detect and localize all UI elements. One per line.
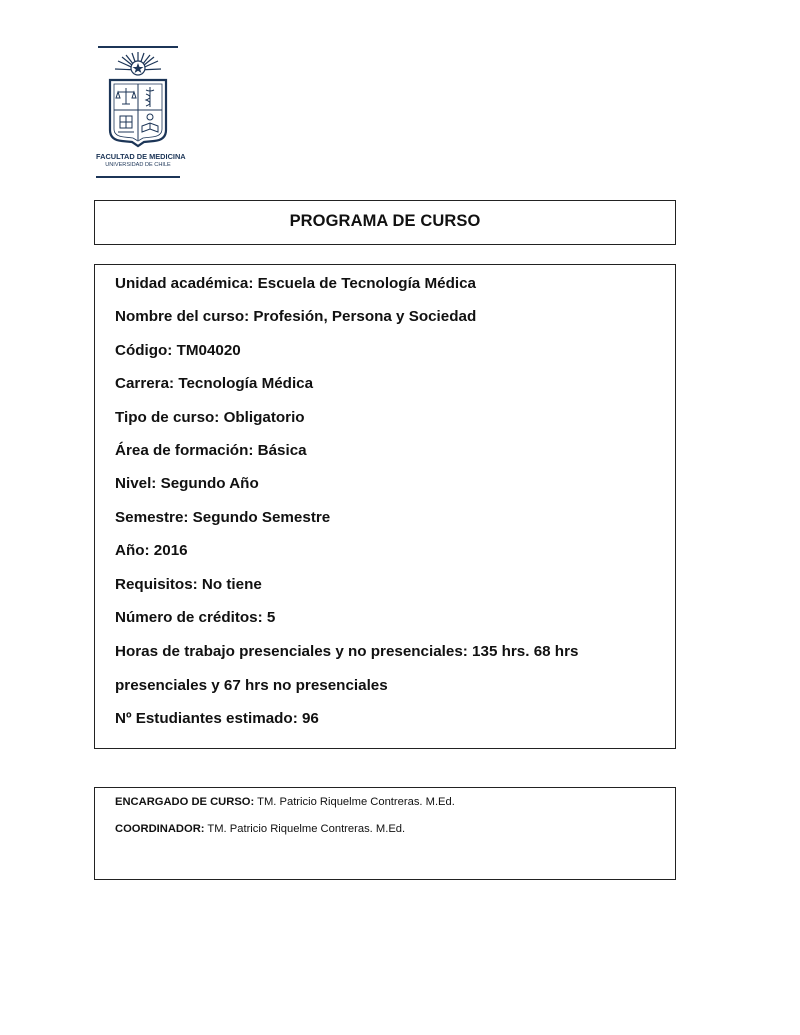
- info-hours-continued: presenciales y 67 hrs no presenciales: [115, 677, 388, 694]
- encargado-value: TM. Patricio Riquelme Contreras. M.Ed.: [254, 796, 455, 808]
- staff-coordinador: [115, 823, 405, 835]
- info-academic-unit: Unidad académica: Escuela de Tecnología Médica: [115, 275, 476, 292]
- title-box: [94, 200, 676, 245]
- info-semester: Semestre: Segundo Semestre: [115, 509, 331, 526]
- info-requirements: Requisitos: No tiene: [115, 576, 262, 593]
- course-info-box: [94, 264, 676, 749]
- coordinador-value: TM. Patricio Riquelme Contreras. M.Ed.: [204, 823, 406, 835]
- course-staff-box: [94, 787, 676, 880]
- university-crest-icon: [96, 44, 180, 148]
- info-career: Carrera: Tecnología Médica: [115, 375, 314, 392]
- university-name: UNIVERSIDAD DE CHILE: [105, 162, 171, 168]
- logo-underline: [96, 175, 180, 179]
- faculty-name: FACULTAD DE MEDICINA: [96, 152, 186, 161]
- page-title: PROGRAMA DE CURSO: [289, 212, 481, 230]
- info-training-area: Área de formación: Básica: [115, 442, 307, 459]
- info-year: Año: 2016: [115, 542, 188, 559]
- encargado-label: ENCARGADO DE CURSO:: [115, 796, 255, 808]
- info-students: Nº Estudiantes estimado: 96: [115, 710, 319, 727]
- info-course-type: Tipo de curso: Obligatorio: [115, 409, 305, 426]
- info-hours: Horas de trabajo presenciales y no presenciales: 135 hrs. 68 hrs: [115, 643, 579, 660]
- staff-encargado: [115, 796, 455, 808]
- info-credits: Número de créditos: 5: [115, 609, 276, 626]
- coordinador-label: COORDINADOR:: [115, 823, 205, 835]
- info-level: Nivel: Segundo Año: [115, 475, 259, 492]
- info-code: Código: TM04020: [115, 342, 241, 359]
- faculty-logo: [96, 44, 186, 182]
- info-course-name: Nombre del curso: Profesión, Persona y Sociedad: [115, 308, 477, 325]
